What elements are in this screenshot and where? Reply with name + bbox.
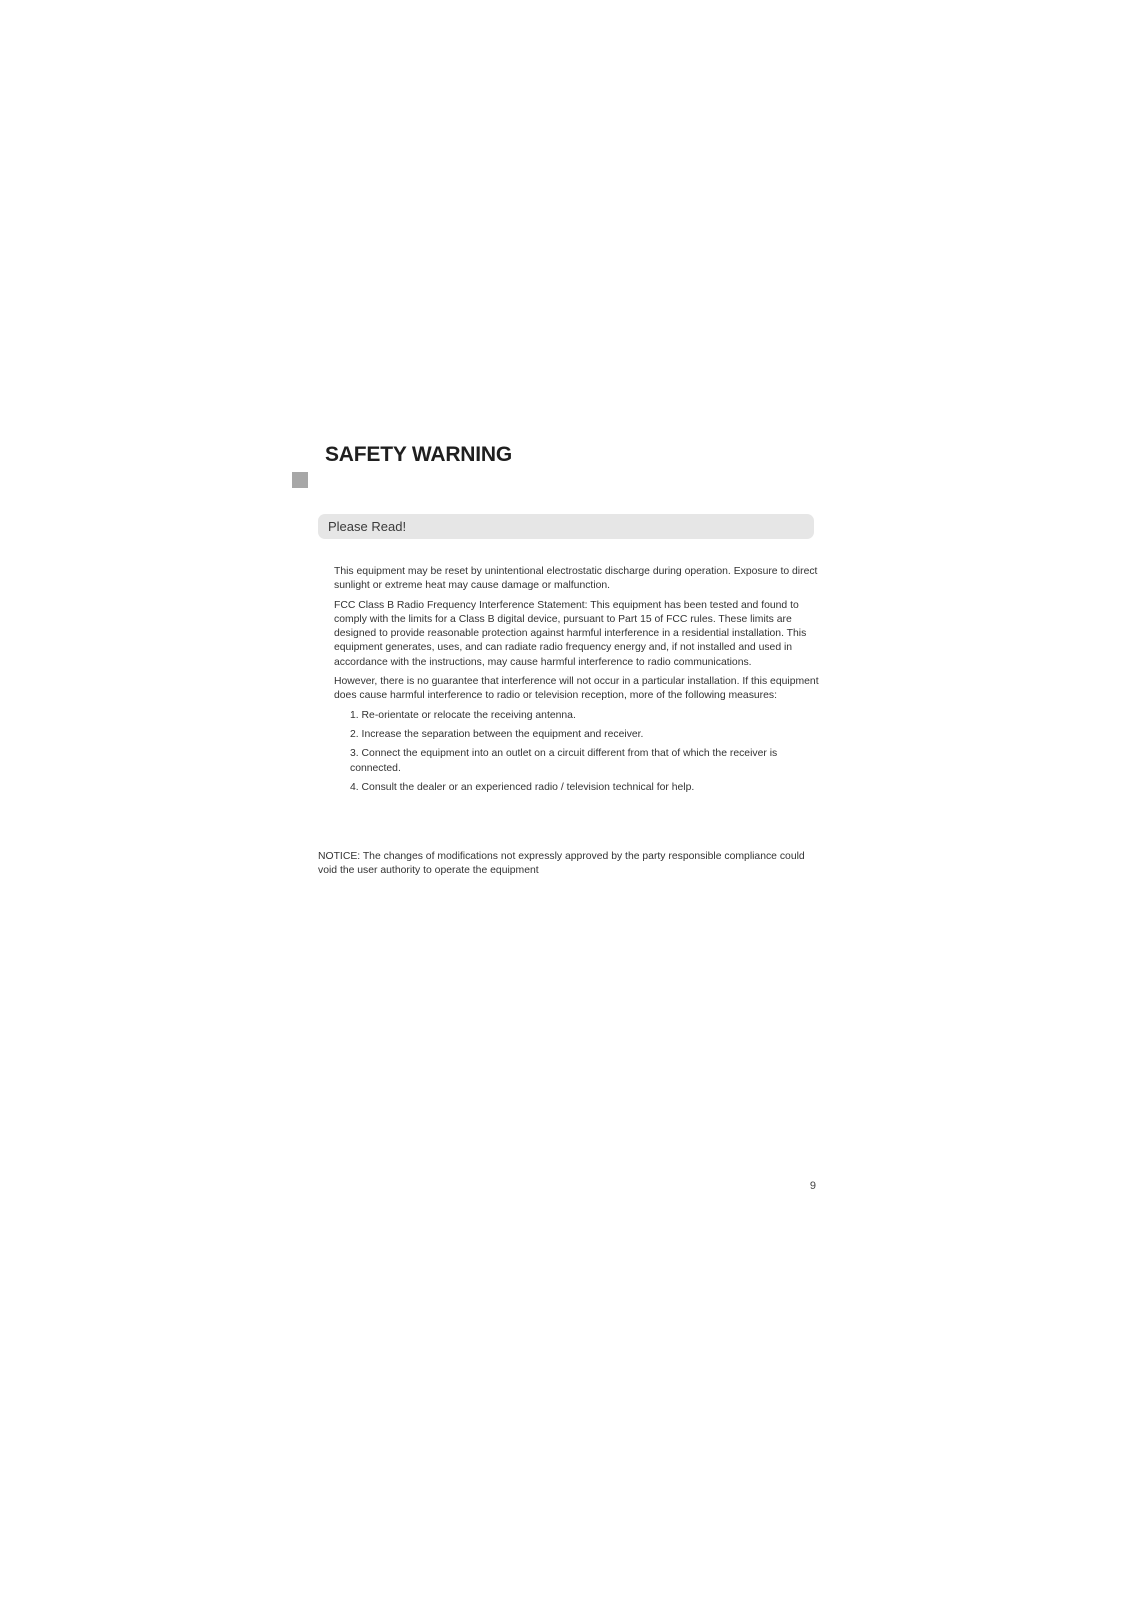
list-item: 3. Connect the equipment into an outlet on a circuit different from that of which the receiver is connected.	[350, 748, 778, 774]
list-item: 2. Increase the separation between the equipment and receiver.	[350, 728, 644, 740]
list-item: 4. Consult the dealer or an experienced radio / television technical for help.	[350, 781, 695, 793]
section-marker	[292, 472, 308, 488]
paragraph-electrostatic: This equipment may be reset by unintentional electrostatic discharge during operation. Exposure to direct sunlight or extreme heat may cause damage or malfunction.	[334, 566, 818, 592]
page-title: SAFETY WARNING	[325, 443, 512, 466]
list-item: 1. Re-orientate or relocate the receiving antenna.	[350, 709, 576, 721]
paragraph-interference: However, there is no guarantee that interference will not occur in a particular installation. If this equipment does cause harmful interference to radio or television reception, more of the following measures:	[334, 676, 819, 702]
please-read-banner: Please Read!	[318, 514, 814, 539]
notice-text: NOTICE: The changes of modifications not expressly approved by the party responsible compliance could void the user authority to operate the equipment	[318, 851, 805, 877]
paragraph-fcc-statement: FCC Class B Radio Frequency Interference Statement: This equipment has been tested and found to comply with the limits for a Class B digital device, pursuant to Part 15 of FCC rules. These limits are designed to provide reasonable protection against harmful interference in a residential installation. This equipment generates, uses, and can radiate radio frequency energy and, if not installed and used in accordance with the instructions, may cause harmful interference to radio communications.	[334, 599, 807, 668]
measures-list	[334, 709, 820, 795]
warning-body	[334, 565, 820, 800]
page-number: 9	[809, 1180, 816, 1192]
